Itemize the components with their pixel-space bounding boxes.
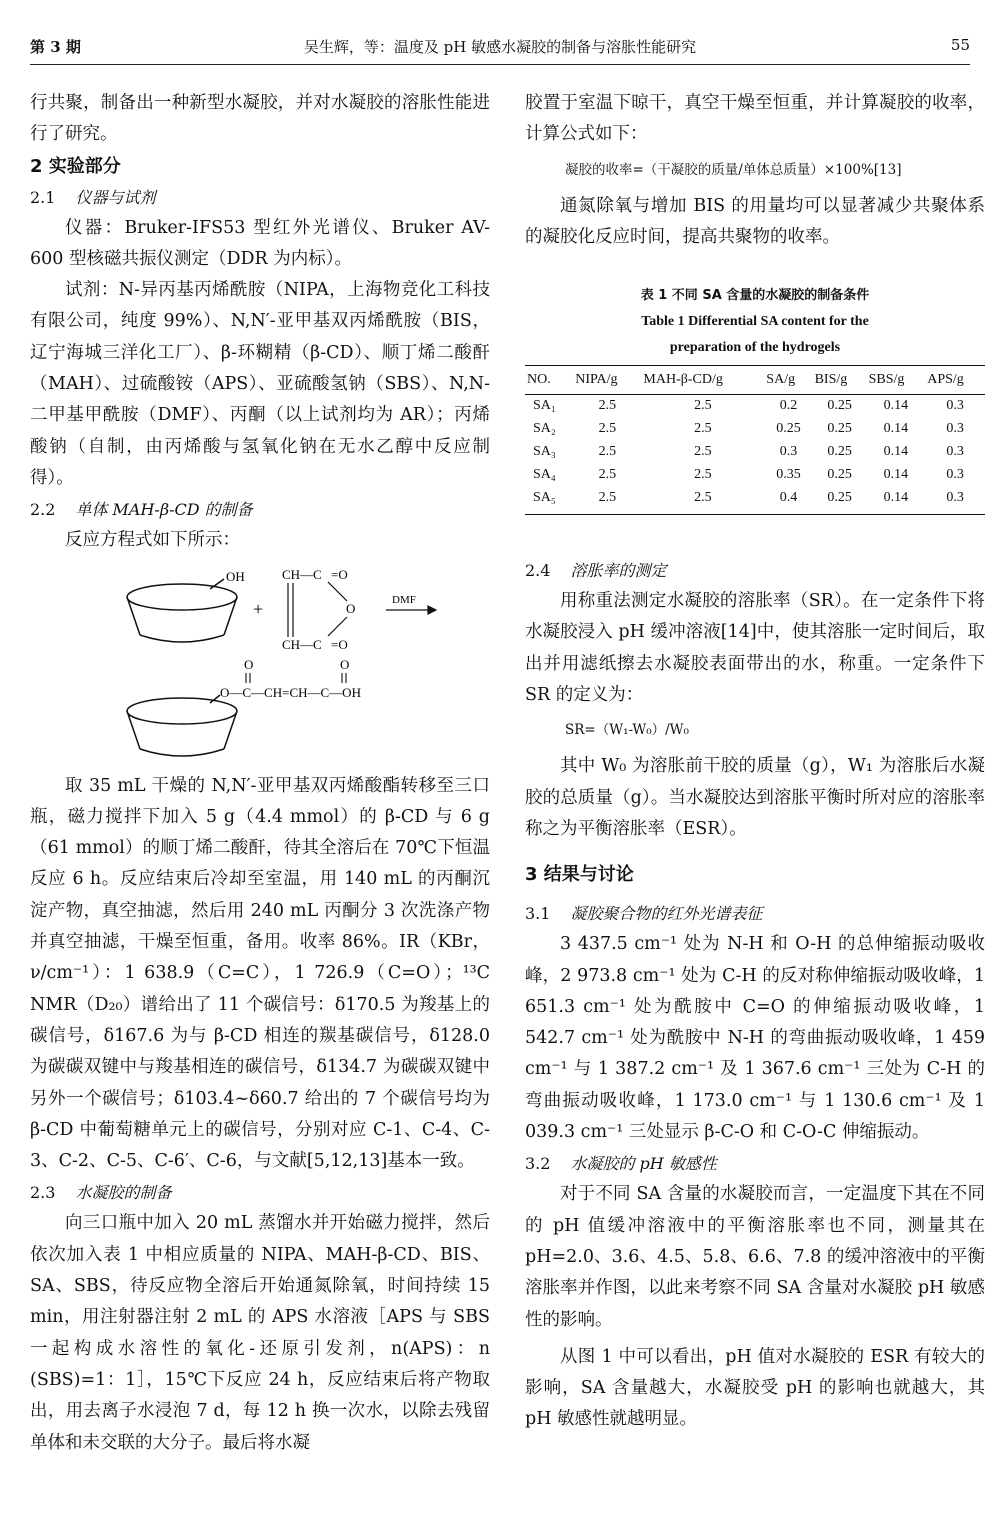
table-cell: 0.14: [883, 398, 909, 414]
column-header: SA/g: [764, 366, 812, 395]
product-double-bonds: [246, 673, 346, 683]
table-cell: 2.5: [573, 487, 641, 515]
table-row: [525, 395, 985, 419]
subsection-heading: [30, 1177, 490, 1208]
table-cell: 0.25: [827, 421, 852, 437]
table-cell: 2.5: [694, 467, 712, 483]
subsection-number: 2.1: [30, 187, 56, 207]
issue-number: 第 3 期: [30, 38, 81, 56]
subsection-title: 仪器与试剂: [75, 187, 156, 207]
table-cell: SA₃: [533, 444, 556, 460]
table-cell: 0.14: [867, 487, 926, 515]
product-oxo-1: O: [244, 656, 254, 672]
subsection-heading: [525, 898, 985, 929]
synthesis-paragraph: 取 35 mL 干燥的 N,N′-亚甲基双丙烯酸酯转移至三口瓶，磁力搅拌下加入 5 g（4.4 mmol）的 β-CD 与 6 g（61 mmol）的顺丁烯二酸酐，待其全溶后在 70℃下恒温反应 6 h。反应结束后冷却至室温，用 140 mL 的丙酮沉淀产物，真空抽滤，然后用 240 mL 丙酮分 3 次洗涤产物并真空抽滤，干燥至恒重，备用。收率 86%。IR（KBr，ν/cm⁻¹）：1 638.9（C=C），1 726.9（C=O）；¹³C NMR（D₂₀）谱给出了 11 个碳信号：δ170.5 为羧基上的碳信号，δ167.6 为与 β-CD 相连的羰基碳信号，δ128.0 为碳碳双键中与羧基相连的碳信号，δ134.7 为碳碳双键中另外一个碳信号；δ103.4~δ60.7 给出的 7 个碳信号均为 β-CD 中葡萄糖单元上的碳信号，分别对应 C-1、C-4、C-3、C-2、C-5、C-6′、C-6，与文献[5,12,13]基本一致。: [30, 775, 490, 1172]
sr-method-paragraph: 用称重法测定水凝胶的溶胀率（SR）。在一定条件下将水凝胶浸入 pH 缓冲溶液[14]中，使其溶胀一定时间后，取出并用滤纸擦去水凝胶表面带出的水，称重。一定条件下SR 的定义为：: [525, 591, 985, 706]
table-cell: 0.14: [883, 467, 909, 483]
column-header: NIPA/g: [573, 366, 641, 395]
ph-paragraph-2: 从图 1 中可以看出，pH 值对水凝胶的 ESR 有较大的影响，SA 含量越大，水凝胶受 pH 的影响也就越大，其 pH 敏感性就越明显。: [525, 1346, 985, 1430]
running-title: 吴生辉，等：温度及 pH 敏感水凝胶的制备与溶胀性能研究: [303, 38, 697, 56]
subsection-number: 2.3: [30, 1183, 56, 1203]
sr-formula: SR=（W₁-W₀）/W₀: [565, 722, 689, 739]
table-caption-cn: 表 1 不同 SA 含量的水凝胶的制备条件: [640, 288, 870, 304]
anhydride-top-oxo: =O: [331, 566, 348, 582]
subsection-heading: [30, 182, 490, 213]
left-column: [30, 88, 490, 1459]
table-cell: SA₅: [525, 487, 573, 515]
preparation-table: [525, 365, 985, 515]
table-cell: 0.2: [779, 398, 798, 414]
page-number: 55: [950, 36, 970, 54]
column-header: MAH-β-CD/g: [641, 366, 764, 395]
table-cell: 2.5: [641, 487, 764, 515]
reagents-paragraph: 试剂：N-异丙基丙烯酰胺（NIPA，上海物竞化工科技有限公司，纯度 99%）、N,N′-亚甲基双丙烯酰胺（BIS，辽宁海城三洋化工厂）、β-环糊精（β-CD）、顺丁烯二酸酐（MAH）、过硫酸铵（APS）、亚硫酸氢钠（SBS）、N,N-二甲基甲酰胺（DMF）、丙酮（以上试剂均为 AR）；丙烯酸钠（自制，由丙烯酸与氢氧化钠在无水乙醇中反应制得）。: [30, 280, 490, 488]
anhydride-bonds: [288, 582, 347, 637]
right-column: [525, 88, 985, 1436]
subsection-title: 水凝胶的制备: [75, 1183, 172, 1203]
table-row: [525, 441, 985, 464]
table-cell: 0.14: [883, 444, 909, 460]
instruments-paragraph: 仪器：Bruker-IFS53 型红外光谱仪、Bruker AV-600 型核磁共振仪测定（DDR 为内标）。: [30, 217, 490, 269]
subsection-title: 溶胀率的测定: [570, 561, 667, 581]
table-cell: 0.25: [827, 398, 852, 414]
anhydride-bottom: CH—C: [282, 636, 322, 652]
table-cell: 0.25: [827, 444, 852, 460]
column-header: NO.: [525, 366, 573, 395]
table-caption-en-2: preparation of the hydrogels: [669, 340, 841, 356]
reaction-scheme-svg: [70, 565, 500, 765]
intro-paragraph: 行共聚，制备出一种新型水凝胶，并对水凝胶的溶胀性能进行了研究。: [30, 93, 490, 145]
ir-paragraph: 3 437.5 cm⁻¹ 处为 N-H 和 O-H 的总伸缩振动吸收峰，2 973.8 cm⁻¹ 处为 C-H 的反对称伸缩振动吸收峰，1 651.3 cm⁻¹ 处为酰胺中 C=O 的伸缩振动吸收峰，1 542.7 cm⁻¹ 处为酰胺中 N-H 的弯曲振动吸收峰，1 459 cm⁻¹ 与 1 387.2 cm⁻¹ 及 1 367.6 cm⁻¹ 三处为 C-H 的弯曲振动吸收峰，1 173.0 cm⁻¹ 与 1 130.6 cm⁻¹ 及 1 039.3 cm⁻¹ 三处显示 β-C-O 和 C-O-C 伸缩振动。: [525, 934, 985, 1143]
table-caption-en: Table 1 Differential SA content for the: [641, 314, 869, 330]
anhydride-top: CH—C: [282, 566, 322, 582]
yield-formula: 凝胶的收率=（干凝胶的质量/单体总质量）×100%[13]: [565, 161, 902, 178]
table-cell: 0.25: [776, 421, 801, 437]
reaction-scheme: [70, 565, 500, 765]
table-cell: 2.5: [598, 467, 617, 483]
table-cell: SA₄: [533, 467, 556, 483]
column-header: SBS/g: [867, 366, 926, 395]
anhydride-bottom-oxo: =O: [331, 636, 348, 652]
product-oxo-2: O: [340, 656, 350, 672]
ph-paragraph-1: 对于不同 SA 含量的水凝胶而言，一定温度下其在不同的 pH 值缓冲溶液中的平衡溶胀率也不同，测量其在 pH=2.0、3.6、4.5、5.8、6.6、7.8 的缓冲溶液中的平衡溶胀率并作图，以此来考察不同 SA 含量对水凝胶 pH 敏感性的影响。: [525, 1184, 985, 1330]
subsection-title: 凝胶聚合物的红外光谱表征: [570, 904, 763, 924]
table-cell: 0.3: [946, 467, 964, 483]
subsection-number: 3.2: [525, 1154, 551, 1174]
beta-cd-cone-icon: [127, 579, 237, 642]
table-cell: 0.4: [764, 487, 812, 515]
reaction-arrow-icon: [386, 606, 436, 614]
table-row: [525, 464, 985, 487]
table-cell: SA₁: [533, 398, 556, 414]
equation-intro: 反应方程式如下所示：: [65, 530, 240, 551]
table-cell: 2.5: [694, 398, 712, 414]
table-cell: 0.3: [779, 444, 798, 460]
subsection-title: 单体 MAH-β-CD 的制备: [75, 500, 253, 520]
subsection-heading: [30, 494, 490, 525]
table-cell: 0.3: [925, 487, 985, 515]
table-cell: 2.5: [694, 421, 712, 437]
solvent-label: DMF: [392, 593, 416, 606]
column-header: APS/g: [925, 366, 985, 395]
running-header: [30, 30, 970, 65]
table-cell: 0.25: [813, 487, 867, 515]
hydrogel-prep-paragraph: 向三口瓶中加入 20 mL 蒸馏水并开始磁力搅拌，然后依次加入表 1 中相应质量的 NIPA、MAH-β-CD、BIS、SA、SBS，待反应物全溶后开始通氮除氧，时间持续 15 min，用注射器注射 2 mL 的 APS 水溶液［APS 与 SBS 一起构成水溶性的氧化-还原引发剂，n(APS)：n (SBS)=1：1］，15℃下反应 24 h，反应结束后将产物取出，用去离子水浸泡 7 d，每 12 h 换一次水，以除去残留单体和未交联的大分子。最后将水凝: [30, 1213, 490, 1453]
nitrogen-paragraph: 通氮除氧与增加 BIS 的用量均可以显著减少共聚体系的凝胶化反应时间，提高共聚物的收率。: [525, 195, 985, 247]
table-cell: SA₂: [533, 421, 556, 437]
subsection-title: 水凝胶的 pH 敏感性: [570, 1154, 717, 1174]
table-cell: 0.3: [946, 421, 964, 437]
table-row: [525, 487, 985, 515]
table-cell: 0.3: [946, 398, 964, 414]
table-cell: 0.14: [883, 421, 909, 437]
table-cell: 2.5: [694, 444, 712, 460]
table-cell: 2.5: [598, 398, 617, 414]
subsection-heading: [525, 1148, 985, 1179]
anhydride-ring-oxygen: O: [346, 600, 356, 616]
section-heading: 2 实验部分: [30, 155, 121, 177]
hydroxyl-label: OH: [226, 568, 245, 584]
table-cell: 0.35: [776, 467, 801, 483]
plus-sign: +: [253, 598, 264, 619]
subsection-number: 2.4: [525, 561, 551, 581]
table-cell: 2.5: [598, 421, 617, 437]
continued-paragraph: 胶置于室温下晾干，真空干燥至恒重，并计算凝胶的收率，计算公式如下：: [525, 93, 985, 145]
table-cell: 2.5: [598, 444, 617, 460]
table-row: [525, 418, 985, 441]
sr-definition-paragraph: 其中 W₀ 为溶胀前干胶的质量（g），W₁ 为溶胀后水凝胶的总质量（g）。当水凝胶达到溶胀平衡时所对应的溶胀率称之为平衡溶胀率（ESR）。: [525, 756, 985, 839]
table-cell: 0.25: [827, 467, 852, 483]
beta-cd-cone-icon: [127, 695, 237, 756]
table-cell: 0.3: [946, 444, 964, 460]
subsection-number: 2.2: [30, 500, 56, 520]
column-header: BIS/g: [813, 366, 867, 395]
subsection-heading: [525, 555, 985, 586]
subsection-number: 3.1: [525, 904, 551, 924]
table-header-row: [525, 366, 985, 395]
product-chain: O—C—CH=CH—C—OH: [220, 684, 361, 700]
section-heading: 3 结果与讨论: [525, 864, 634, 886]
